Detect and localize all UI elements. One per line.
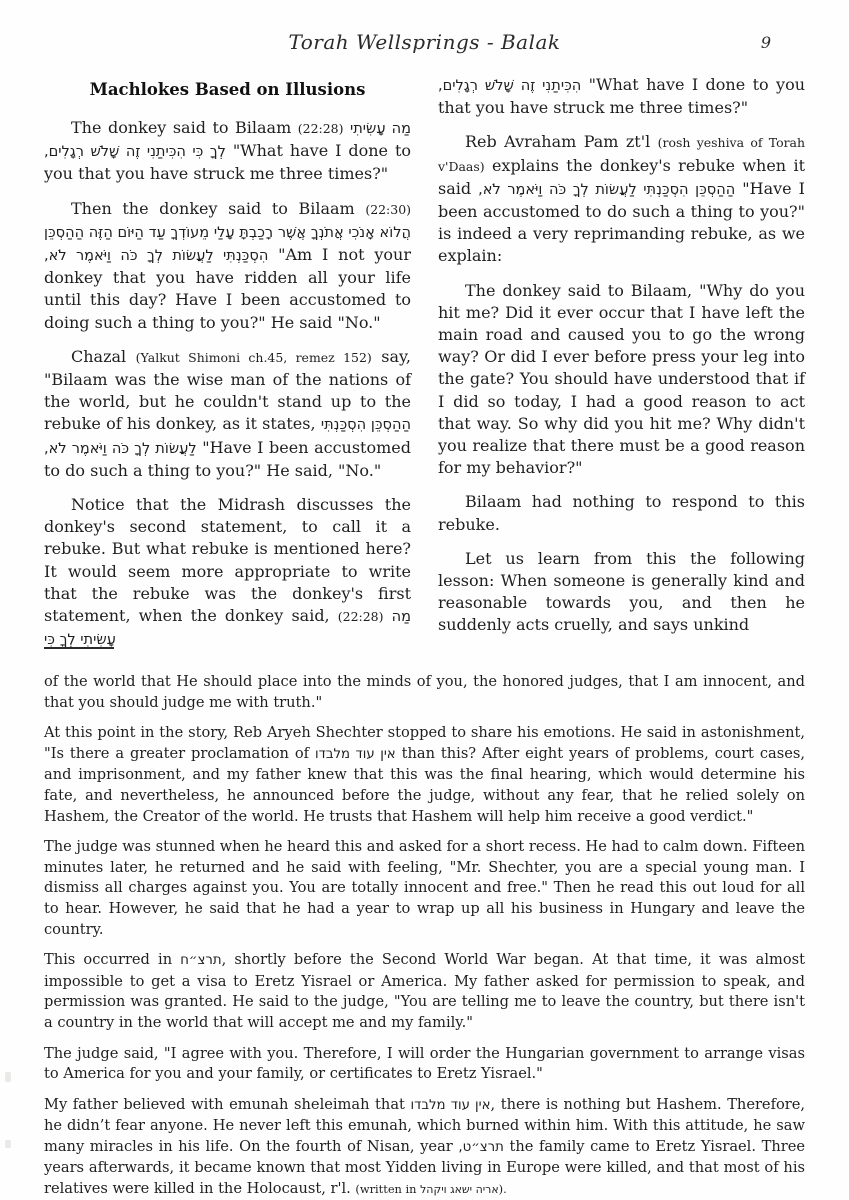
- body-text: "What have I done to you that you have struck me three times?": [438, 75, 806, 118]
- main-paragraph: [438, 548, 805, 637]
- main-paragraph: [438, 491, 805, 535]
- citation-text: (written in: [355, 1182, 421, 1197]
- citation-text: (22:28): [337, 609, 384, 625]
- hebrew-text: אריה ישאג ויקהל: [420, 1183, 499, 1197]
- footnote-paragraph: [44, 837, 805, 940]
- hebrew-text: הַהַסְכֵּן הִסְכַּנְתִּי לַעֲשׂוֹת לְךָ כֹּה וַיֹּאמֶר לֹא,: [44, 416, 411, 457]
- body-text: "Am I not your donkey that you have ridden all your life until this day? Have I been accustomed to doing such a thing to you?" He said "No.": [44, 245, 411, 332]
- citation-text: (22:30): [365, 201, 411, 217]
- body-text: [383, 606, 391, 625]
- footnote-paragraph: [44, 1095, 805, 1200]
- main-paragraph: [44, 198, 411, 334]
- hebrew-text: הַהַסְכֵּן הִסְכַּנְתִּי לַעֲשׂוֹת לְךָ כֹּה וַיֹּאמֶר לֹא,: [478, 180, 736, 198]
- hebrew-text: הִכִּיתַנִי זֶה שָׁלֹשׁ רְגָלִים,: [438, 77, 582, 94]
- scan-artifact: [5, 1140, 11, 1148]
- section-heading: Machlokes Based on Illusions: [89, 80, 366, 99]
- body-text: The judge was stunned when he heard this and asked for a short recess. He had to calm down. Fifteen minutes later, he returned and he said with feeling, "Mr. Shechter, you are a special young man. I dismiss all charges against you. You are totally innocent and free." Then he read this out loud for all to hear. However, he said that he had a year to wrap up all his business in Hungary and leave the country.: [44, 838, 805, 938]
- body-text: "What have I done to you that you have struck me three times?": [44, 141, 411, 184]
- body-text: Reb Avraham Pam zt'l: [465, 132, 658, 152]
- right-column: [438, 74, 805, 663]
- body-text: "Have I been accustomed to do such a thing to you?" He said, "No.": [44, 437, 411, 480]
- main-paragraph: [438, 131, 805, 267]
- left-column-paragraphs: [44, 117, 411, 651]
- body-text: "Have I been accustomed to do such a thing to you?" is indeed a very reprimanding rebuke, as we explain:: [438, 178, 805, 266]
- citation-text: (rosh yeshiva of Torah v'Daas): [438, 135, 805, 174]
- footnote-separator: [44, 647, 114, 649]
- footnote-paragraph: [44, 1044, 805, 1085]
- footnote-paragraph: [44, 672, 805, 713]
- body-text: of the world that He should place into the minds of you, the honored judges, that I am innocent, and that you should judge me with truth.": [44, 673, 805, 711]
- body-text: The donkey said to Bilaam, "Why do you hit me? Did it ever occur that I have left the main road and caused you to go the wrong way? Or did I ever before press your leg into the gate? You should have understood that if I did so today, I had a good reason to act that way. So why did you hit me? Why didn't you realize that there must be a good reason for my behavior?": [438, 280, 805, 478]
- body-text: say, "Bilaam was the wise man of the nations of the world, but he couldn't stand up to the rebuke of his donkey, as it states,: [44, 346, 411, 434]
- body-text: This occurred in: [44, 951, 181, 969]
- body-text: Let us learn from this the following lesson: When someone is generally kind and reasonable towards you, and then he suddenly acts cruelly, and says unkind: [438, 548, 805, 635]
- hebrew-text: אין עוד מלבדו: [410, 1097, 491, 1113]
- body-text: At this point in the story, Reb Aryeh Shechter stopped to share his emotions. He said in astonishment, "Is there a greater proclamation of: [44, 724, 805, 762]
- page-number: 9: [760, 33, 771, 52]
- body-text: Notice that the Midrash discusses the donkey's second statement, to call it a rebuke. But what rebuke is mentioned here? It would seem more appropriate to write that the rebuke was the donkey's first statement, when the donkey said,: [44, 495, 411, 626]
- footnotes-section: [44, 672, 805, 1200]
- body-text: Chazal: [71, 346, 136, 366]
- hebrew-text: תרצ״ח: [180, 953, 222, 969]
- hebrew-text: מַה עָשִׂיתִי לְךָ כִּי: [44, 608, 411, 649]
- page-header: [0, 30, 849, 60]
- footnote-paragraph: [44, 950, 805, 1033]
- scan-artifact: [5, 1072, 11, 1082]
- main-paragraph: [438, 280, 805, 480]
- citation-text: ).: [498, 1182, 507, 1197]
- body-text: the family came to Eretz Yisrael. Three years afterwards, it became known that most Yidden living in Europe were killed, and that most of his relatives were killed in the Holocaust, r'l.: [44, 1137, 805, 1198]
- hebrew-text: מַה עָשִׂיתִי לְךָ כִּי הִכִּיתַנִי זֶה שָׁלֹשׁ רְגָלִים,: [44, 120, 411, 161]
- citation-text: (Yalkut Shimoni ch.45, remez 152): [135, 349, 372, 365]
- main-paragraph: [44, 346, 411, 482]
- body-text: The judge said, "I agree with you. Therefore, I will order the Hungarian government to arrange visas to America for you and your family, or certificates to Eretz Yisrael.": [44, 1044, 805, 1083]
- left-column: [44, 74, 411, 663]
- main-text-area: [44, 74, 805, 663]
- body-text: , there is nothing but Hashem. Therefore, he didn’t fear anyone. He never left this emunah, which burned within him. With this attitude, he saw many miracles in his life. On the fourth of Nisan, year: [44, 1095, 806, 1155]
- main-paragraph: [438, 74, 805, 119]
- hebrew-text: אין עוד מלבדו: [314, 746, 396, 762]
- hebrew-text: הֲלוֹא אָנֹכִי אֲתֹנְךָ אֲשֶׁר רָכַבְתָּ עָלַי מֵעוֹדְךָ עַד הַיּוֹם הַזֶּה הַהַסְכֵּן הִסְכַּנְתִּי לַעֲשׂוֹת לְךָ כֹּה וַיֹּאמֶר לֹא,: [44, 223, 411, 265]
- body-text: , shortly before the Second World War began. At that time, it was almost impossible to get a visa to Eretz Yisrael or America. My father asked for permission to speak, and permission was granted. He said to the judge, "You are telling me to leave the country, but there isn't a country in the world that will accept me and my family.": [44, 951, 805, 1031]
- body-text: Then the donkey said to Bilaam: [71, 198, 366, 218]
- body-text: The donkey said to Bilaam: [71, 118, 298, 137]
- body-text: explains the donkey's rebuke when it said: [438, 155, 805, 198]
- body-text: My father believed with emunah sheleimah that: [44, 1095, 411, 1113]
- page-title: Torah Wellsprings - Balak: [288, 30, 561, 54]
- main-paragraph: [44, 494, 411, 651]
- main-paragraph: [44, 117, 411, 186]
- citation-text: (22:28): [297, 121, 344, 136]
- body-text: Bilaam had nothing to respond to this rebuke.: [438, 492, 805, 534]
- right-column-paragraphs: [438, 74, 805, 637]
- footnote-paragraph: [44, 723, 805, 827]
- hebrew-text: תרצ״ט,: [458, 1139, 504, 1155]
- body-text: than this? After eight years of problems, court cases, and imprisonment, and my father knew that this was the final hearing, which would determine his fate, and nevertheless, he announced before the judge, without any fear, that he relied solely on Hashem, the Creator of the world. He trusts that Hashem will help him receive a good verdict.": [44, 744, 805, 825]
